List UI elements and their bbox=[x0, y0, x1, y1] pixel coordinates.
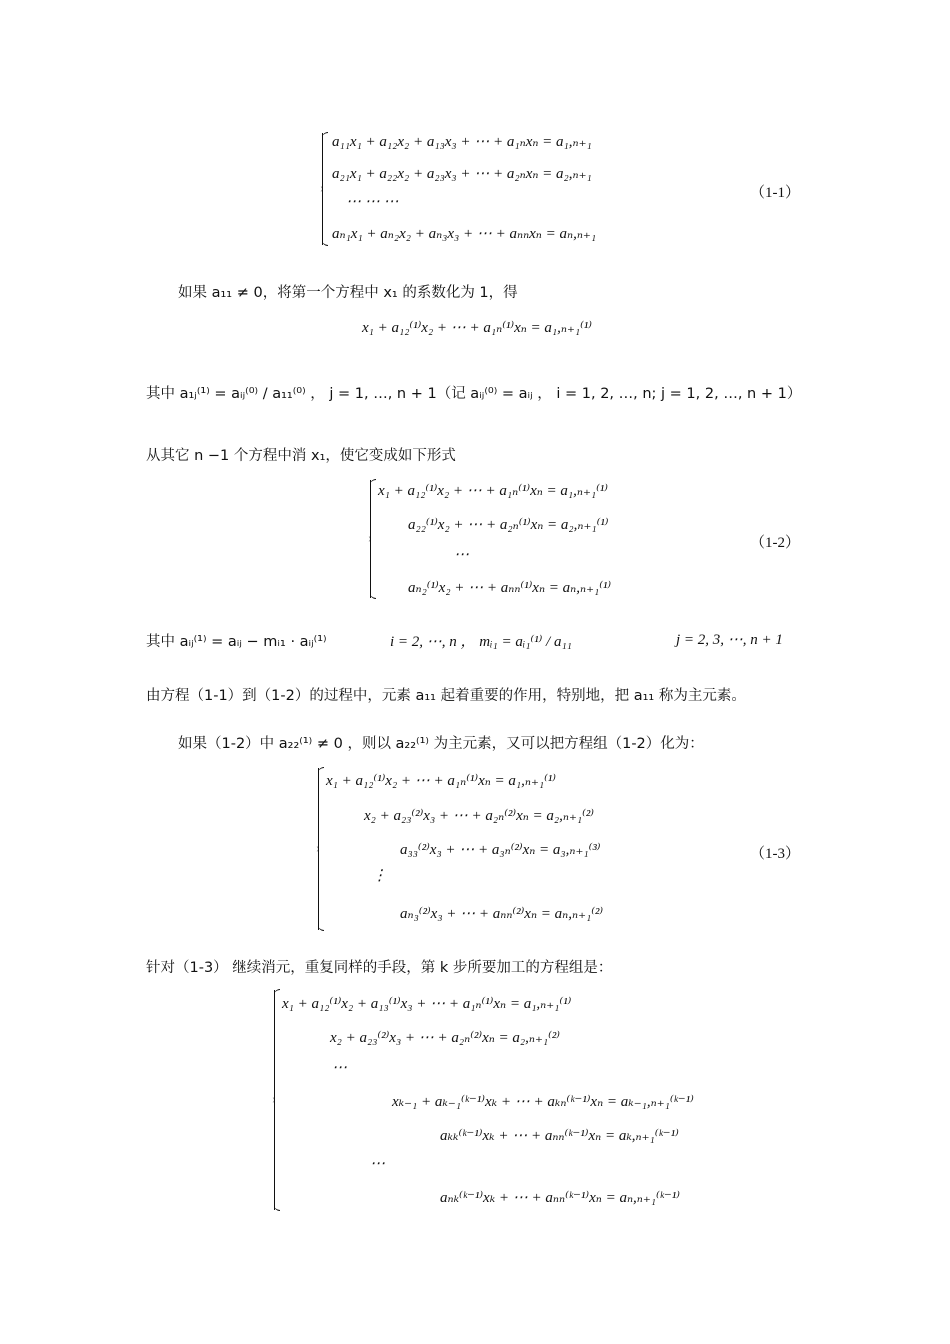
paragraph-pivot-condition: 如果 a₁₁ ≠ 0，将第一个方程中 x₁ 的系数化为 1，得 bbox=[178, 285, 518, 301]
system-k-row-5: aₖₖ⁽ᵏ⁻¹⁾xₖ + ⋯ + aₙₙ⁽ᵏ⁻¹⁾xₙ = aₖ,ₙ₊₁⁽ᵏ⁻¹⁾ bbox=[440, 1128, 679, 1144]
system-k-row-6: ⋯ bbox=[370, 1156, 385, 1172]
system-k-row-4: xₖ₋₁ + aₖ₋₁⁽ᵏ⁻¹⁾xₖ + ⋯ + aₖₙ⁽ᵏ⁻¹⁾xₙ = aₖ₋₁,ₙ₊₁⁽ᵏ⁻¹⁾ bbox=[392, 1094, 694, 1110]
system-1-3-row-3: a₃₃⁽²⁾x₃ + ⋯ + a₃ₙ⁽²⁾xₙ = a₃,ₙ₊₁⁽³⁾ bbox=[400, 842, 601, 858]
system-1-1-row-2: a₂₁x₁ + a₂₂x₂ + a₂₃x₃ + ⋯ + a₂ₙxₙ = a₂,ₙ₊₁ bbox=[332, 166, 592, 182]
system-k-brace bbox=[274, 990, 283, 1210]
paragraph-step-k: 针对（1-3） 继续消元，重复同样的手段，第 k 步所要加工的方程组是： bbox=[146, 960, 613, 976]
definition-a1j: 其中 a₁ⱼ⁽¹⁾ = aᵢⱼ⁽⁰⁾ / a₁₁⁽⁰⁾ ， j = 1, …, n + 1（记 aᵢⱼ⁽⁰⁾ = aᵢⱼ ， i = 1, 2, …, n; j = 1, 2, …, n + 1） bbox=[146, 386, 802, 402]
equation-number-1-3: （1-3） bbox=[750, 846, 800, 862]
system-1-3-brace bbox=[318, 768, 327, 930]
system-1-3-row-1: x₁ + a₁₂⁽¹⁾x₂ + ⋯ + a₁ₙ⁽¹⁾xₙ = a₁,ₙ₊₁⁽¹⁾ bbox=[326, 773, 556, 789]
equation-number-1-1: （1-1） bbox=[750, 185, 800, 201]
system-k-row-2: x₂ + a₂₃⁽²⁾x₃ + ⋯ + a₂ₙ⁽²⁾xₙ = a₂,ₙ₊₁⁽²⁾ bbox=[330, 1030, 560, 1046]
system-1-1-row-1: a₁₁x₁ + a₁₂x₂ + a₁₃x₃ + ⋯ + a₁ₙxₙ = a₁,ₙ₊₁ bbox=[332, 134, 592, 150]
system-1-3-row-5: aₙ₃⁽²⁾x₃ + ⋯ + aₙₙ⁽²⁾xₙ = aₙ,ₙ₊₁⁽²⁾ bbox=[400, 906, 604, 922]
paragraph-next-pivot: 如果（1-2）中 a₂₂⁽¹⁾ ≠ 0 ，则以 a₂₂⁽¹⁾ 为主元素，又可以把方程组（1-2）化为： bbox=[178, 736, 704, 752]
system-1-2-row-4: aₙ₂⁽¹⁾x₂ + ⋯ + aₙₙ⁽¹⁾xₙ = aₙ,ₙ₊₁⁽¹⁾ bbox=[408, 580, 612, 596]
system-1-3-row-2: x₂ + a₂₃⁽²⁾x₃ + ⋯ + a₂ₙ⁽²⁾xₙ = a₂,ₙ₊₁⁽²⁾ bbox=[364, 808, 594, 824]
normalized-equation: x₁ + a₁₂⁽¹⁾x₂ + ⋯ + a₁ₙ⁽¹⁾xₙ = a₁,ₙ₊₁⁽¹⁾ bbox=[362, 320, 592, 336]
equation-number-1-2: （1-2） bbox=[750, 535, 800, 551]
system-k-row-3: ⋯ bbox=[332, 1060, 347, 1076]
paragraph-pivot-element: 由方程（1-1）到（1-2）的过程中，元素 a₁₁ 起着重要的作用，特别地，把 a₁₁ 称为主元素。 bbox=[146, 688, 746, 704]
system-1-2-row-3: ⋯ bbox=[454, 547, 469, 563]
system-1-1-brace bbox=[322, 133, 331, 245]
system-1-1-row-3: ⋯ ⋯ ⋯ bbox=[346, 194, 399, 210]
system-1-1-row-4: aₙ₁x₁ + aₙ₂x₂ + aₙ₃x₃ + ⋯ + aₙₙxₙ = aₙ,ₙ₊₁ bbox=[332, 226, 597, 242]
system-1-3-row-4: ⋮ bbox=[372, 868, 387, 884]
definition-aij-1: 其中 aᵢⱼ⁽¹⁾ = aᵢⱼ − mᵢ₁ · aᵢⱼ⁽¹⁾ bbox=[146, 634, 327, 650]
system-k-row-7: aₙₖ⁽ᵏ⁻¹⁾xₖ + ⋯ + aₙₙ⁽ᵏ⁻¹⁾xₙ = aₙ,ₙ₊₁⁽ᵏ⁻¹⁾ bbox=[440, 1190, 680, 1206]
paragraph-eliminate-x1: 从其它 n −1 个方程中消 x₁，使它变成如下形式 bbox=[146, 448, 456, 464]
system-1-2-row-1: x₁ + a₁₂⁽¹⁾x₂ + ⋯ + a₁ₙ⁽¹⁾xₙ = a₁,ₙ₊₁⁽¹⁾ bbox=[378, 483, 608, 499]
system-k-row-1: x₁ + a₁₂⁽¹⁾x₂ + a₁₃⁽¹⁾x₃ + ⋯ + a₁ₙ⁽¹⁾xₙ = a₁,ₙ₊₁⁽¹⁾ bbox=[282, 996, 572, 1012]
definition-j-range: j = 2, 3, ⋯, n + 1 bbox=[676, 632, 783, 648]
definition-mi1: i = 2, ⋯, n ， mᵢ₁ = aᵢ₁⁽¹⁾ / a₁₁ bbox=[390, 634, 572, 650]
system-1-2-row-2: a₂₂⁽¹⁾x₂ + ⋯ + a₂ₙ⁽¹⁾xₙ = a₂,ₙ₊₁⁽¹⁾ bbox=[408, 517, 609, 533]
